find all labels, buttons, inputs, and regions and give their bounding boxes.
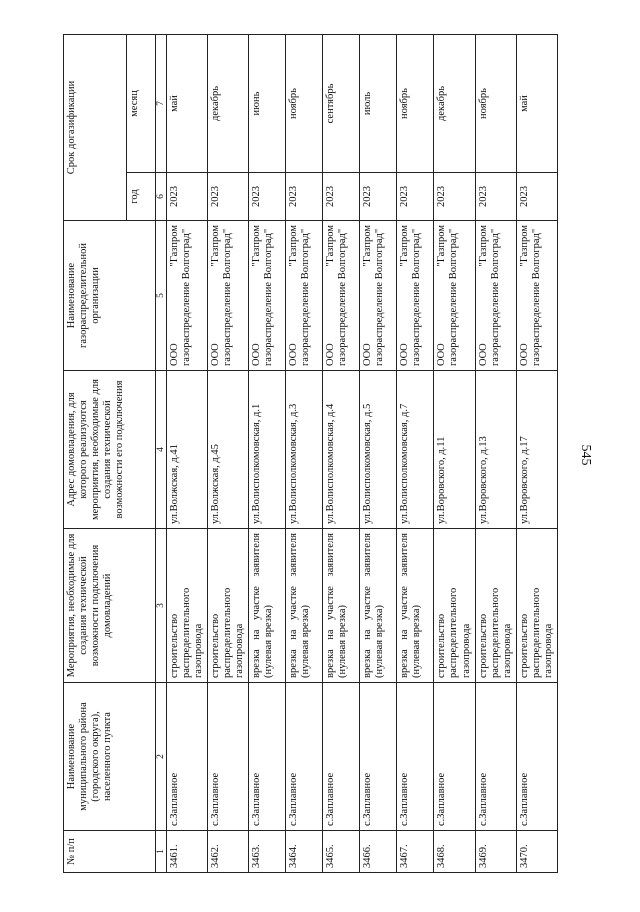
row-month: декабрь: [434, 34, 475, 172]
row-locality: с.Заплавное: [516, 683, 557, 831]
row-year: 2023: [360, 173, 397, 221]
row-measure: строительство распределительного газопровода: [208, 529, 249, 683]
row-number: 3463.: [249, 831, 286, 873]
row-month: июль: [360, 34, 397, 172]
row-year: 2023: [475, 173, 516, 221]
row-organization: ООО "Газпром газораспределение Волгоград": [286, 221, 323, 371]
column-number: 1: [156, 831, 167, 873]
row-month: декабрь: [208, 34, 249, 172]
column-number: 4: [156, 371, 167, 529]
row-address: ул.Воровского, д.17: [516, 371, 557, 529]
row-number: 3470.: [516, 831, 557, 873]
row-organization: ООО "Газпром газораспределение Волгоград": [397, 221, 434, 371]
row-year: 2023: [286, 173, 323, 221]
table-row: [208, 34, 249, 872]
row-locality: с.Заплавное: [286, 683, 323, 831]
row-organization: ООО "Газпром газораспределение Волгоград": [434, 221, 475, 371]
row-year: 2023: [167, 173, 208, 221]
row-measure: строительство распределительного газопровода: [475, 529, 516, 683]
header-organization: Наименование газораспределительной организации: [64, 221, 156, 371]
row-organization: ООО "Газпром газораспределение Волгоград": [208, 221, 249, 371]
header-year: год: [127, 173, 156, 221]
row-number: 3462.: [208, 831, 249, 873]
row-locality: с.Заплавное: [475, 683, 516, 831]
row-month: май: [167, 34, 208, 172]
row-month: май: [516, 34, 557, 172]
row-address: ул.Волисполкомовская, д.5: [360, 371, 397, 529]
row-month: ноябрь: [397, 34, 434, 172]
row-month: ноябрь: [475, 34, 516, 172]
row-address: ул.Волисполкомовская, д.4: [323, 371, 360, 529]
row-measure: врезка на участке заявителя (нулевая врезка): [286, 529, 323, 683]
row-address: ул.Воровского, д.13: [475, 371, 516, 529]
header-measure: Мероприятия, необходимые для создания технической возможности подключения домовладений: [64, 529, 156, 683]
table-row: [475, 34, 516, 872]
row-address: ул.Волисполкомовская, д.1: [249, 371, 286, 529]
row-address: ул.Волжская, д.45: [208, 371, 249, 529]
row-year: 2023: [397, 173, 434, 221]
header-deadline: Срок догазификации: [64, 34, 127, 220]
column-number: 3: [156, 529, 167, 683]
row-locality: с.Заплавное: [323, 683, 360, 831]
table-row: [167, 34, 208, 872]
table-row: [360, 34, 397, 872]
column-number: 5: [156, 221, 167, 371]
row-locality: с.Заплавное: [434, 683, 475, 831]
row-measure: врезка на участке заявителя (нулевая врезка): [249, 529, 286, 683]
row-locality: с.Заплавное: [360, 683, 397, 831]
row-year: 2023: [323, 173, 360, 221]
row-month: сентябрь: [323, 34, 360, 172]
column-number: 7: [156, 34, 167, 172]
row-organization: ООО "Газпром газораспределение Волгоград": [360, 221, 397, 371]
row-number: 3461.: [167, 831, 208, 873]
row-number: 3469.: [475, 831, 516, 873]
table-row: [516, 34, 557, 872]
column-number: 6: [156, 173, 167, 221]
table-row: [323, 34, 360, 872]
row-number: 3464.: [286, 831, 323, 873]
row-address: ул.Воровского, д.11: [434, 371, 475, 529]
page-number: 545: [578, 444, 593, 466]
row-number: 3466.: [360, 831, 397, 873]
table-row: [434, 34, 475, 872]
column-number: 2: [156, 683, 167, 831]
row-measure: врезка на участке заявителя (нулевая врезка): [323, 529, 360, 683]
row-year: 2023: [208, 173, 249, 221]
row-organization: ООО "Газпром газораспределение Волгоград": [167, 221, 208, 371]
row-locality: с.Заплавное: [249, 683, 286, 831]
rotated-table-container: [63, 35, 625, 873]
row-measure: врезка на участке заявителя (нулевая врезка): [360, 529, 397, 683]
row-locality: с.Заплавное: [397, 683, 434, 831]
row-address: ул.Волисполкомовская, д.3: [286, 371, 323, 529]
row-number: 3465.: [323, 831, 360, 873]
header-month: месяц: [127, 34, 156, 172]
header-locality: Наименование муниципального района (городского округа), населенного пункта: [64, 683, 156, 831]
row-address: ул.Волисполкомовская, д.7: [397, 371, 434, 529]
row-locality: с.Заплавное: [167, 683, 208, 831]
row-locality: с.Заплавное: [208, 683, 249, 831]
row-organization: ООО "Газпром газораспределение Волгоград": [249, 221, 286, 371]
header-number: № п/п: [64, 831, 156, 873]
row-year: 2023: [516, 173, 557, 221]
header-address: Адрес домовладения, для которого реализуются мероприятия, необходимые для создания технической возможности его подключения: [64, 371, 156, 529]
gasification-table: [63, 34, 558, 873]
row-year: 2023: [434, 173, 475, 221]
row-organization: ООО "Газпром газораспределение Волгоград": [475, 221, 516, 371]
row-number: 3468.: [434, 831, 475, 873]
table-row: [249, 34, 286, 872]
row-year: 2023: [249, 173, 286, 221]
row-address: ул.Волжская, д.41: [167, 371, 208, 529]
table-body: [167, 34, 558, 872]
table-row: [286, 34, 323, 872]
row-measure: строительство распределительного газопровода: [434, 529, 475, 683]
row-measure: строительство распределительного газопровода: [167, 529, 208, 683]
row-number: 3467.: [397, 831, 434, 873]
row-measure: строительство распределительного газопровода: [516, 529, 557, 683]
row-organization: ООО "Газпром газораспределение Волгоград": [323, 221, 360, 371]
row-month: июнь: [249, 34, 286, 172]
row-organization: ООО "Газпром газораспределение Волгоград": [516, 221, 557, 371]
row-measure: врезка на участке заявителя (нулевая врезка): [397, 529, 434, 683]
row-month: ноябрь: [286, 34, 323, 172]
table-row: [397, 34, 434, 872]
